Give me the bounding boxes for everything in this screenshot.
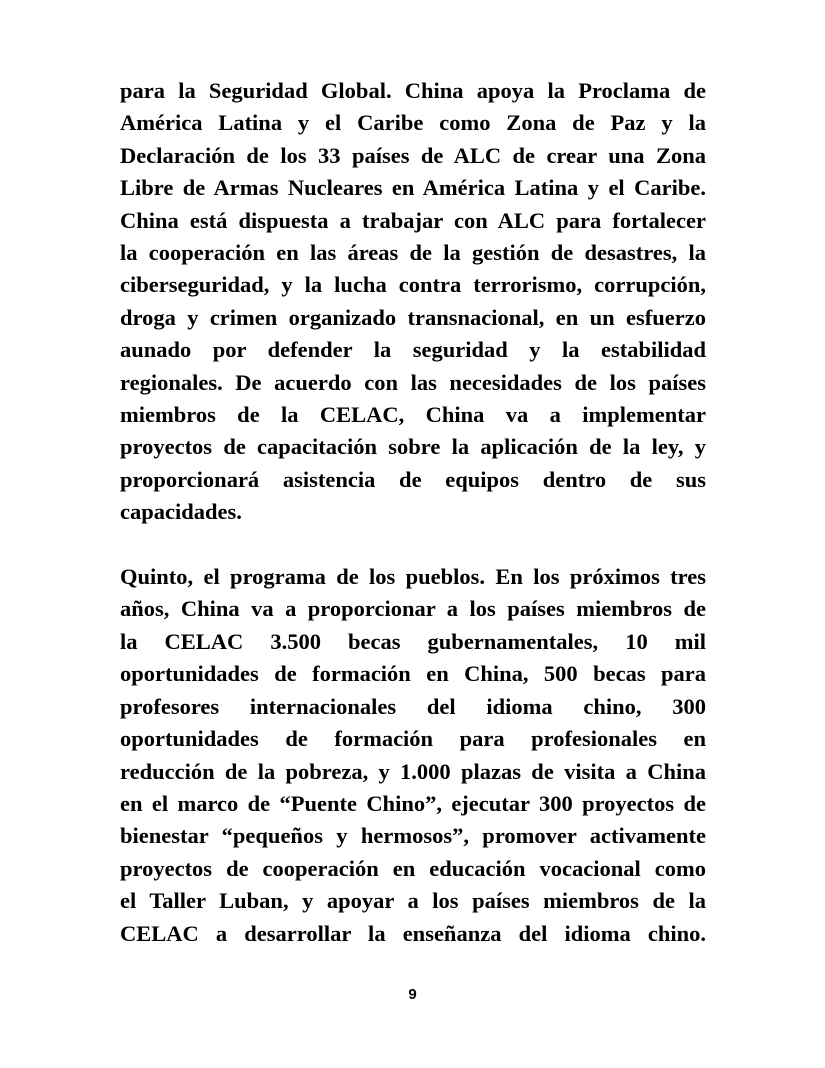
text-line: Quinto, el programa de los pueblos. En los próximos tres [120,564,706,590]
text-line: años, China va a proporcionar a los países miembros de [120,596,706,622]
text-line: Libre de Armas Nucleares en América Latina y el Caribe. [120,175,706,201]
text-line: ciberseguridad, y la lucha contra terrorismo, corrupción, [120,272,706,298]
text-line: Declaración de los 33 países de ALC de crear una Zona [120,142,706,168]
text-line: proyectos de cooperación en educación vocacional como [120,855,706,881]
text-line: oportunidades de formación para profesionales en [120,726,706,752]
text-line: miembros de la CELAC, China va a implementar [120,402,706,428]
text-line: la CELAC 3.500 becas gubernamentales, 10 mil [120,628,706,654]
text-line: China está dispuesta a trabajar con ALC para fortalecer [120,207,706,233]
paragraph [120,561,706,950]
text-line: CELAC a desarrollar la enseñanza del idioma chino. [120,920,706,946]
paragraph [120,75,706,529]
text-body [120,75,706,950]
text-line: para la Seguridad Global. China apoya la Proclama de [120,78,706,103]
text-line: el Taller Luban, y apoyar a los países miembros de la [120,888,706,914]
page-number: 9 [408,986,417,1003]
text-line: capacidades. [120,499,242,525]
text-line: proyectos de capacitación sobre la aplicación de la ley, y [120,434,706,460]
text-line: aunado por defender la seguridad y la estabilidad [120,337,706,363]
text-line: profesores internacionales del idioma chino, 300 [120,693,706,719]
text-line: regionales. De acuerdo con las necesidades de los países [120,369,706,395]
text-line: bienestar “pequeños y hermosos”, promover activamente [120,823,706,849]
text-line: reducción de la pobreza, y 1.000 plazas de visita a China [120,758,706,784]
text-line: la cooperación en las áreas de la gestión de desastres, la [120,240,706,266]
text-line: oportunidades de formación en China, 500 becas para [120,661,706,687]
text-line: América Latina y el Caribe como Zona de Paz y la [120,110,706,136]
text-line: en el marco de “Puente Chino”, ejecutar 300 proyectos de [120,790,706,816]
text-line: proporcionará asistencia de equipos dentro de sus [120,466,706,492]
text-line: droga y crimen organizado transnacional, en un esfuerzo [120,304,706,330]
